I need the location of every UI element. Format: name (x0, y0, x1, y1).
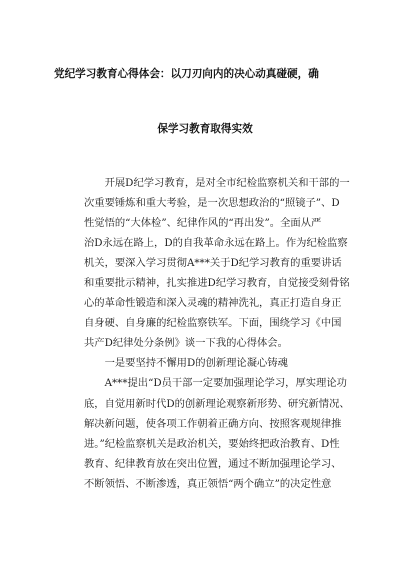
body-line: 和重要批示精神，扎实推进D纪学习教育，自觉接受刻骨铭 (84, 277, 350, 290)
body-line: 共产D纪律处分条例》谈一下我的心得体会。 (84, 337, 288, 350)
body-line: 自身硬、自身廉的纪检监察铁军。下面，围绕学习《中国 (84, 317, 342, 330)
body-line: 解决新问题，使各项工作朝着正确方向、按照客观规律推 (84, 417, 342, 430)
document-title-line-1: 党纪学习教育心得体会：以刀刃向内的决心动真碰硬，确 (54, 68, 319, 80)
body-line: 教育、纪律教育放在突出位置，通过不断加强理论学习、 (84, 457, 342, 470)
body-line: A***提出“D员干部一定要加强理论学习，厚实理论功 (84, 377, 347, 390)
body-line: 机关，要深入学习贯彻A***关于D纪学习教育的重要讲话 (84, 257, 342, 270)
body-line: 开展D纪学习教育，是对全市纪检监察机关和干部的一 (84, 177, 350, 189)
section-heading: 一是要坚持不懈用D的创新理论凝心铸魂 (84, 357, 288, 370)
body-line: 进。”纪检监察机关是政治机关，要始终把政治教育、D性 (84, 437, 340, 450)
document-title-line-2: 保学习教育取得实效 (157, 123, 253, 135)
body-line: 次重要锤炼和重大考验，是一次思想政治的“照镜子”、D (84, 197, 340, 210)
body-line: 心的革命性锻造和深入灵魂的精神洗礼，真正打造自身正 (84, 297, 342, 310)
body-line: 不断领悟、不断渗透，真正领悟“两个确立”的决定性意 (84, 477, 332, 490)
document-body (84, 173, 352, 494)
body-line: 性觉悟的“大体检”、纪律作风的“再出发”。全面从严 (84, 217, 322, 230)
body-line: 治D永远在路上，D的自我革命永远在路上。作为纪检监察 (84, 237, 348, 250)
body-line: 底，自觉用新时代D的创新理论观察新形势、研究新情况、 (84, 397, 350, 410)
